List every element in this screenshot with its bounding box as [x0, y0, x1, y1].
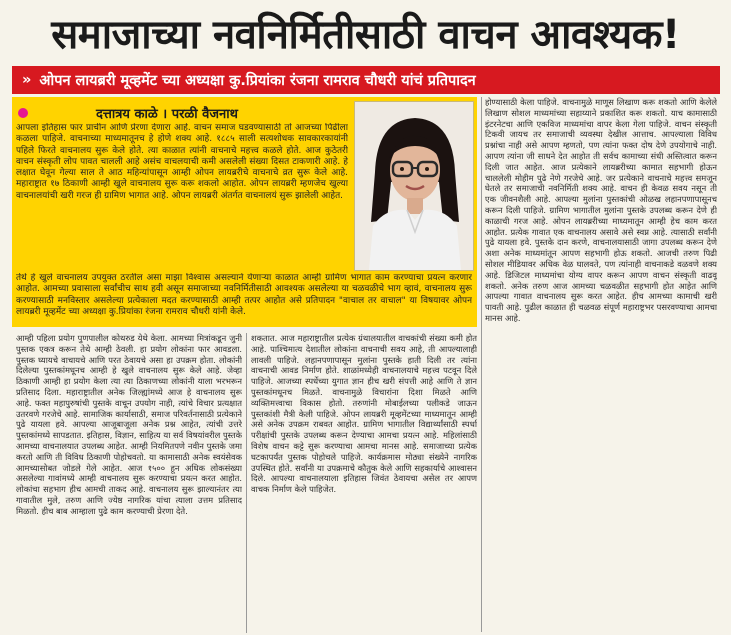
article-column-2: शकतात. आज महाराष्ट्रातील प्रत्येक ग्रंथालयातील वाचकांची संख्या कमी होत आहे. पाश्चिमात्य देशातील लोकांना वाचनाची सवय आहे, ती आपल्यालाही लावली पाहिजे. लहानपणापासून मुलांना पुस्तके हाती दिली तर त्यांना वाचनाची आवड निर्माण होते. शाळांमध्येही वाचनालयाचे महत्त्व पटवून दिले पाहिजे. आजच्या स्पर्धेच्या युगात ज्ञान हीच खरी संपत्ती आहे आणि ते ज्ञान पुस्तकांमधूनच मिळते. वाचनामुळे विचारांना दिशा मिळते आणि व्यक्तिमत्त्वाचा विकास होतो. तरुणांनी मोबाईलच्या पलीकडे जाऊन पुस्तकांशी मैत्री केली पाहिजे. ओपन लायब्ररी मूव्हमेंटच्या माध्यमातून आम्ही असे अनेक उपक्रम राबवत आहोत. ग्रामिण भागातील विद्यार्थ्यांसाठी स्पर्धा परीक्षांची पुस्तके उपलब्ध करून देण्याचा आमचा प्रयत्न आहे. महिलांसाठी विशेष वाचन कट्टे सुरू करण्याचा आमचा मानस आहे. समाजाच्या प्रत्येक घटकापर्यंत पुस्तक पोहोचले पाहिजे. कार्यक्रमास मोठ्या संख्येने नागरिक उपस्थित होते. सर्वांनी या उपक्रमाचे कौतुक केले आणि सहकार्याचे आश्वासन दिले. आपल्या वाचनालयाला इतिहास जिवंत ठेवायचा असेल तर आपण वाचक निर्माण केले पाहिजेत. — [251, 333, 477, 495]
column-divider — [481, 97, 482, 632]
intro-text-continued: तेथे हे खुले वाचनालय उपयुक्त ठरतील असा माझा विश्वास असल्याने येणाऱ्या काळात आम्ही ग्रामिण भागात काम करण्याचा प्रयत्न करणार आहोत. आमच्या प्रवासाला सर्वांचीच साथ हवी असून समाजाच्या नवनिर्मितीसाठी आवश्यक असलेल्या या चळवळीचे भाग व्हावं, वाचनालय सुरू करण्यासाठी मनविस्तार असलेल्या प्रत्येकाला मदत करण्यासाठी आम्ही तत्पर आहोत असे प्रतिपादन "वाचाल तर वाचाल" या विषयावर ओपन लायब्ररी मूव्हमेंट च्या अध्यक्षा कु.प्रियांका रंजना रामराव चौधरी यांनी केले. — [16, 273, 472, 317]
headline: समाजाच्या नवनिर्मितीसाठी वाचन आवश्यक! — [51, 11, 680, 58]
article-column-right: होण्यासाठी केला पाहिजे. वाचनामुळे माणूस लिखाण करू शकतो आणि केलेले लिखाण सोशल माध्यमांच्या सहाय्याने प्रकाशित करू शकतो. याच कामासाठी इंटरनेटचा आणि एकविज माध्यमांचा वापर केला गेला पाहिजे. वाचन संस्कृती टिकवी जायच तर समाजाची व्यवस्था देखील आत्ताच. आपल्याला विविध प्रश्नांचा नाही असे आपण म्हणतो, पण त्यांना फक्त दोष देणे उपयोगाचे नाही. आपण त्यांना जी साधने देत आहोत ती सर्वच कामाच्या संधी अस्तित्वात करून दिली जात आहेत. आज प्रत्येकाने लायब्ररीच्या कामात सहभागी होऊन चाललेली मोहीम पुढे नेणे गरजेचे आहे. जर प्रत्येकाने वाचनाचे महत्त्व समजून घेतले तर समाजाची नवनिर्मिती शक्य आहे. वाचन ही केवळ सवय नसून ती एक जीवनशैली आहे. आपल्या मुलांना पुस्तकांची ओळख लहानपणापासूनच करून दिली पाहिजे. ग्रामिण भागातील मुलांना पुस्तके उपलब्ध करून देणे ही काळाची गरज आहे. ओपन लायब्ररीच्या माध्यमातून आम्ही हेच काम करत आहोत. प्रत्येक गावात एक वाचनालय असावे असे स्वप्न आहे. त्यासाठी सर्वांनी पुढे यायला हवे. पुस्तके दान करणे, वाचनालयासाठी जागा उपलब्ध करून देणे अशा अनेक माध्यमांतून आपण सहभागी होऊ शकतो. आजची तरुण पिढी सोशल मीडियावर अधिक वेळ घालवते, पण त्यांनाही वाचनाकडे वळवणे शक्य आहे. डिजिटल माध्यमांचा योग्य वापर करून आपण वाचन संस्कृती वाढवू शकतो. अनेक तरुण आज आमच्या चळवळीत सहभागी होत आहेत आणि आपल्या गावात वाचनालय सुरू करत आहेत. हीच आमच्या कामाची खरी पावती आहे. पुढील काळात ही चळवळ संपूर्ण महाराष्ट्रभर पसरवण्याचा आमचा मानस आहे. — [485, 97, 717, 323]
subheadline-banner — [12, 66, 720, 94]
subheadline-text: ओपन लायब्ररी मूव्हमेंट च्या अध्यक्षा कु.प्रियांका रंजना रामराव चौधरी यांचं प्रतिपादन — [39, 73, 476, 89]
chevron-right-icon: » — [22, 72, 32, 88]
article-column-1: आम्ही पहिला प्रयोग पुणपालील कोथरुड येथे केला. आमच्या मित्रांकडून जुनी पुस्तक एकत्र करून तेथे आम्ही ठेवली. हा प्रयोग लोकांना फार आवडला. पुस्तक घ्यायचे वाचायचे आणि परत ठेवायचे असा हा उपक्रम होता. लोकांनी दिलेल्या पुस्तकांमधूनच आम्ही हे खुले वाचनालय सुरू केले आहे. जेव्हा ठिकाणी आम्ही हा प्रयोग केला त्या त्या ठिकाणच्या लोकांनी याला भरभरून प्रतिसाद दिला. महाराष्ट्रातील अनेक जिल्ह्यांमध्ये आज हे वाचनालय सुरू आहे. फक्त महापुरुषांची पुस्तके वाचून उपयोग नाही, त्यांचे विचार प्रत्यक्षात उतरवणे गरजेचे आहे. सामाजिक कार्यासाठी, समाज परिवर्तनासाठी प्रत्येकाने पुढे यायला हवे. आपल्या आजूबाजूला अनेक प्रश्न आहेत, त्यांची उत्तरे पुस्तकांमध्ये सापडतात. इतिहास, विज्ञान, साहित्य या सर्व विषयांवरील पुस्तके आमच्या वाचनालयात उपलब्ध आहेत. आम्ही नियमितपणे नवीन पुस्तके जमा करतो आणि ती विविध ठिकाणी पोहोचवतो. या कामासाठी अनेक स्वयंसेवक आमच्यासोबत जोडले गेले आहेत. आज १५०० हून अधिक लोकसंख्या असलेल्या गावांमध्ये आम्ही वाचनालय सुरू करण्याचा प्रयत्न करत आहोत. लोकांचा सहभाग हीच आमची ताकद आहे. वाचनालय सुरू झाल्यानंतर त्या गावातील मुले, तरुण आणि ज्येष्ठ नागरिक यांचा त्याला उत्तम प्रतिसाद मिळतो. हीच बाब आम्हाला पुढे काम करण्याची प्रेरणा देते. — [16, 333, 242, 516]
byline — [18, 104, 348, 122]
portrait-icon — [355, 102, 473, 270]
intro-text: आपला इतिहास फार प्राचीन आणि प्रेरणा देणारा आहे. वाचन समाज घडवण्यासाठी तो आजच्या पिढीला कळला पाहिजे. वाचनाच्या माध्यमातूनच हे होणे शक्य आहे. १८८५ साली सत्यशोधक सावकारकायांनी पहिले फिरते वाचनालय सुरू केले होते. त्या काळात त्यांनी वाचनाचे महत्त्व कळले होते. आज कुठेतरी वाचन संस्कृती लोप पावत चालली आहे असंच वाचलयाची कमी असलेली संख्या दिसत टाकणारी आहे. हे लक्षात घेवून गेल्या साल ते आठ महिन्यांपासून आम्ही ओपन लायब्ररीचे वाचनाचे व्रत सुरू केले आहे. महाराष्ट्रात १७ ठिकाणी आम्ही खुले वाचनालय सुरू करू शकलो आहोत. ओपन लायब्ररी म्हणजेच खुल्या वाचनालयांची खरी गरज ही ग्रामिण भागात आहे. ओपन लायब्ररी अंतर्गत वाचनालयं सुरू झालेली आहेत. — [16, 123, 348, 201]
portrait-photo — [354, 101, 474, 271]
column-divider — [246, 333, 247, 633]
bullet-icon — [18, 108, 28, 118]
byline-text: दत्तात्रय काळे । परळी वैजनाथ — [96, 107, 238, 122]
